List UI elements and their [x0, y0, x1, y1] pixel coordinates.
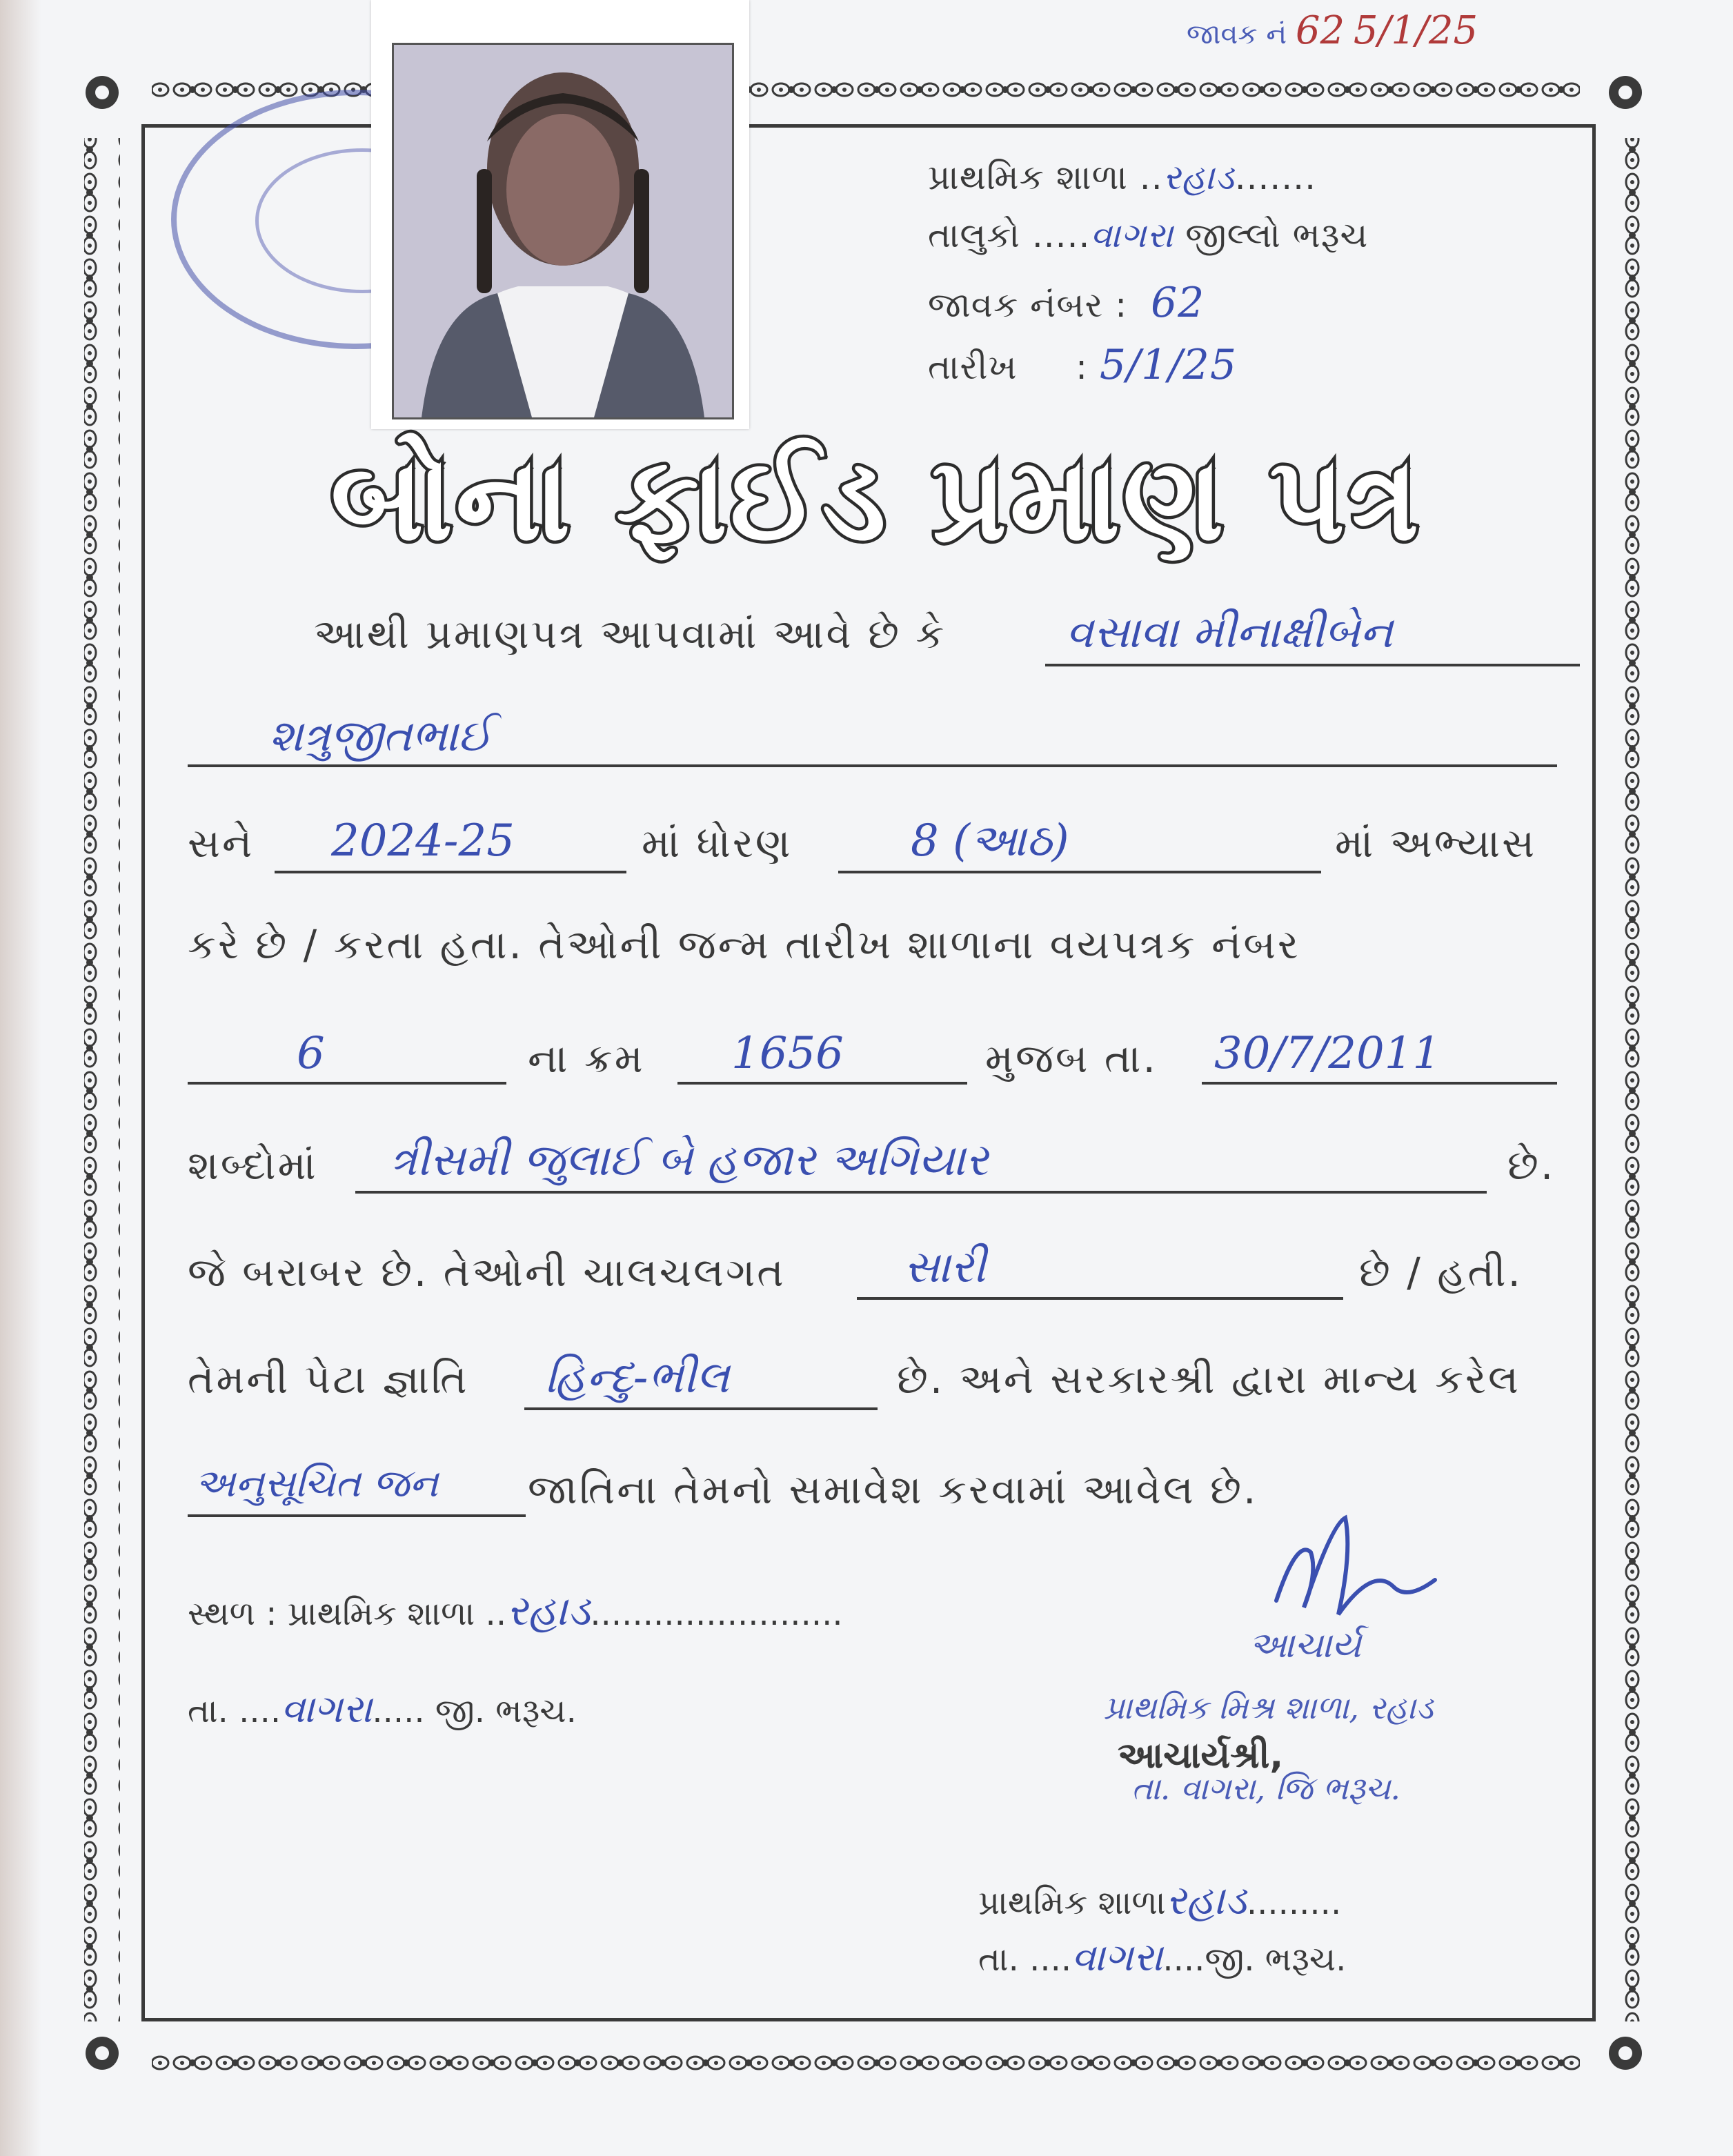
study-label: માં અભ્યાસ	[1335, 820, 1537, 867]
year-blank	[275, 871, 626, 873]
place-line: સ્થળ : પ્રાથમિક શાળા ..રહાડ........................	[188, 1587, 843, 1635]
caste-blank	[524, 1407, 878, 1410]
standard-value: 8 (આઠ)	[911, 815, 1069, 867]
student-photo-image	[392, 43, 734, 419]
certificate-title: બોના ફાઈડ પ્રમાણ પત્ર	[330, 431, 1422, 566]
inward-note: જાવક નં 62 5/1/25	[1187, 8, 1478, 53]
birth-date-sentence: કરે છે / કરતા હતા. તેઓની જન્મ તારીખ શાળાના વયપત્રક નંબર	[188, 921, 1300, 968]
year-prefix: સને	[188, 820, 255, 867]
category-value: અનુસૂચિત જન	[195, 1461, 439, 1506]
birth-date: 30/7/2011	[1214, 1028, 1441, 1079]
birth-date-in-words: ત્રીસમી જુલાઈ બે હજાર અગિયાર	[390, 1135, 989, 1186]
words-blank	[355, 1191, 1487, 1194]
register-blank	[188, 1082, 506, 1085]
serial-number: 1656	[731, 1028, 844, 1079]
student-name-2: શત્રુજીતભાઈ	[269, 711, 493, 762]
student-name-blank-2	[188, 764, 1557, 767]
student-name-1: વસાવા મીનાક્ષીબેન	[1066, 607, 1393, 658]
words-suffix: છે.	[1507, 1142, 1556, 1189]
outward-number-line: જાવક નંબર : 62	[928, 279, 1205, 327]
caste-label: તેમની પેટા જ્ઞાતિ	[188, 1356, 469, 1403]
category-suffix: જાતિના તેમનો સમાવેશ કરવામાં આવેલ છે.	[528, 1466, 1258, 1513]
principal-label: આચાર્યશ્રી,	[1118, 1735, 1284, 1777]
date-header-line: તારીખ : 5/1/25	[928, 341, 1237, 389]
conduct-value: સારી	[904, 1242, 986, 1293]
category-blank	[188, 1514, 526, 1517]
student-name-blank-1	[1045, 664, 1580, 666]
stamp-title: આચાર્ય	[1249, 1625, 1362, 1666]
caste-suffix: છે. અને સરકારશ્રી દ્વારા માન્ય કરેલ	[897, 1356, 1521, 1403]
conduct-blank	[857, 1297, 1343, 1300]
standard-label: માં ધોરણ	[642, 820, 793, 867]
school-footer-line: પ્રાથમિક શાળારહાડ.........	[978, 1877, 1342, 1923]
birth-date-blank	[1202, 1082, 1557, 1085]
standard-blank	[838, 871, 1321, 873]
taluka-header-line: તાલુકો .....વાગરા જીલ્લો ભરૂચ	[928, 215, 1369, 255]
register-number: 6	[297, 1028, 325, 1079]
stamp-line-1: પ્રાથમિક મિશ્ર શાળા, રહાડ	[1104, 1689, 1434, 1726]
school-header-line: પ્રાથમિક શાળા ..રહાડ.......	[928, 157, 1316, 197]
words-label: શબ્દોમાં	[188, 1142, 318, 1189]
stamp-line-2: તા. વાગરા, જિ ભરૂચ.	[1131, 1770, 1401, 1807]
intro-text: આથી પ્રમાણપત્ર આપવામાં આવે છે કે	[314, 611, 947, 657]
taluka-footer-line: તા. ....વાગરા..... જી. ભરૂચ.	[188, 1687, 577, 1732]
serial-blank	[677, 1082, 967, 1085]
academic-year: 2024-25	[331, 815, 515, 867]
caste-value: હિન્દુ-ભીલ	[545, 1352, 730, 1403]
conduct-prefix: જે બરાબર છે. તેઓની ચાલચલગત	[188, 1249, 786, 1296]
taluka-footer-line-2: તા. ....વાગરા....જી. ભરૂચ.	[978, 1935, 1347, 1980]
student-photo	[371, 0, 749, 429]
per-date-label: મુજબ તા.	[985, 1035, 1158, 1082]
serial-label: ના ક્રમ	[528, 1035, 645, 1082]
conduct-suffix: છે / હતી.	[1359, 1249, 1523, 1296]
